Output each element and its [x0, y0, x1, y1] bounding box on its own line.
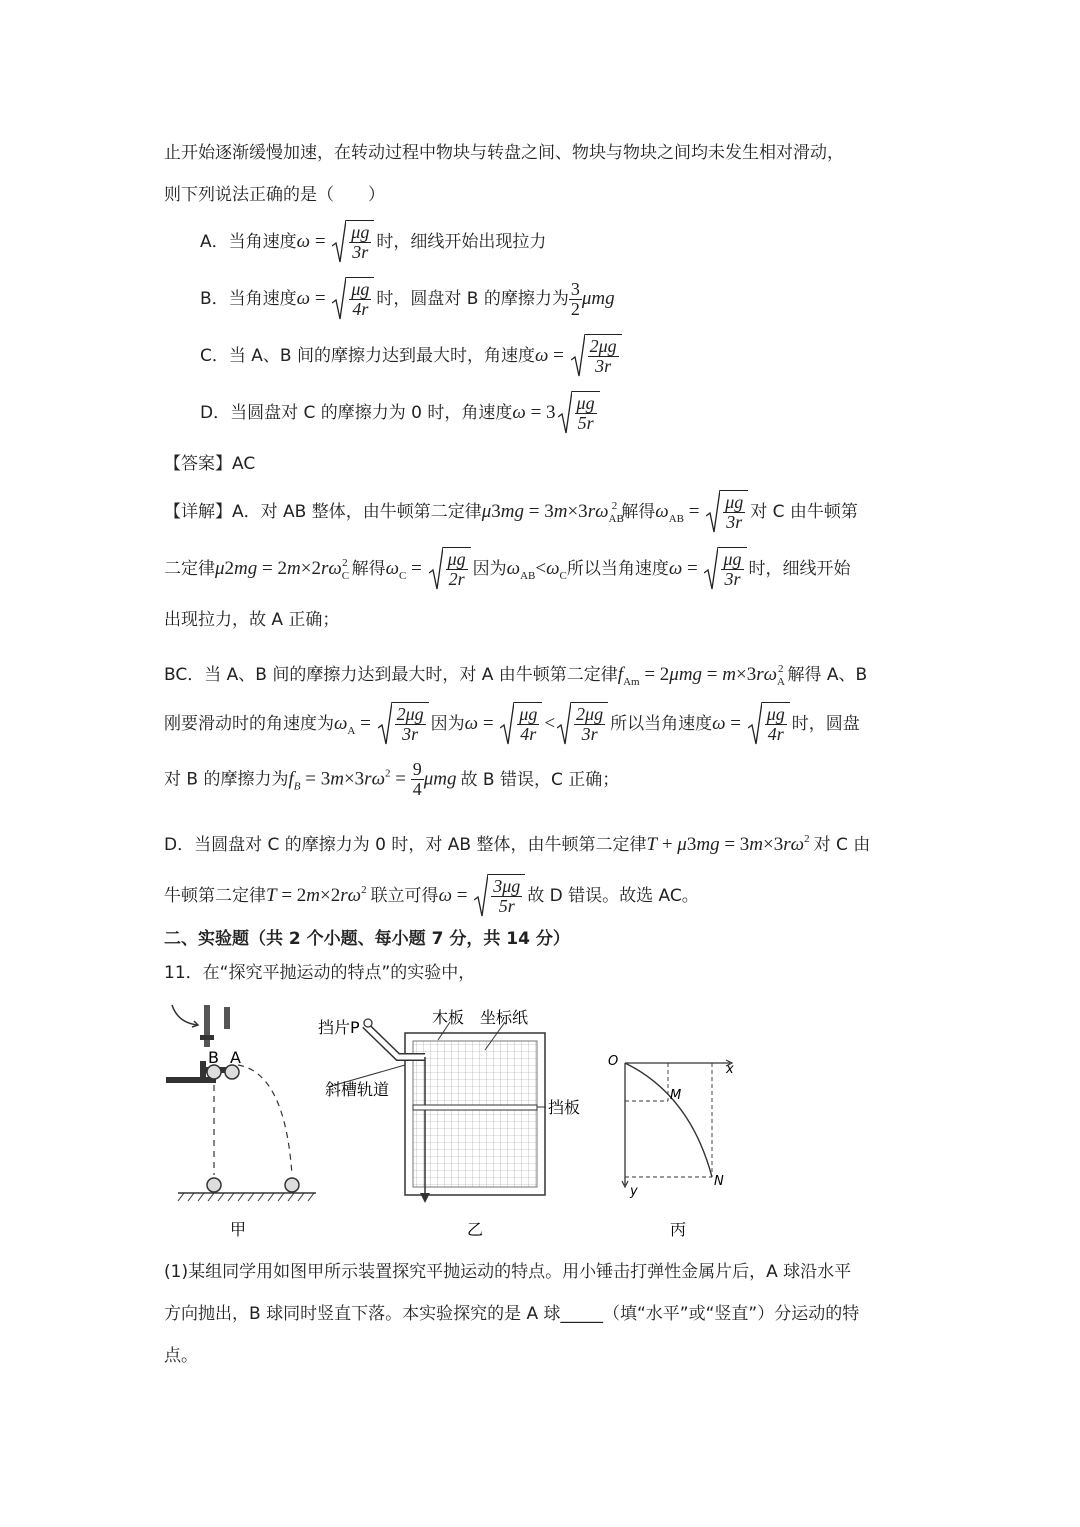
- part1-line-3: 点。: [164, 1346, 198, 1366]
- label-x-axis: x: [726, 1062, 734, 1077]
- detail-line-5: 刚要滑动时的角速度为$\omega_A$ = $\frac{2\mu g}{3r}$ 因为ω = $\frac{\mu g}{4r}$ < $\frac{2\mu g}{3r}$ 所以当角速度ω = $\frac{\mu g}{4r}$ 时，圆盘: [164, 704, 860, 744]
- label-origin: O: [608, 1054, 619, 1069]
- label-ball-b: B: [208, 1048, 219, 1067]
- detail-line-8: 牛顿第二定律$T = 2m\times 2r\omega^2$ 联立可得ω = $\frac{3\mu g}{5r}$ 故 D 错误。故选 AC。: [164, 876, 699, 916]
- label-dangban: 挡板: [548, 1098, 581, 1117]
- detail-line-7: D．当圆盘对 C 的摩擦力为 0 时，对 AB 整体，由牛顿第二定律$T + \mu 3mg = 3m\times 3r\omega^2$ 对 C 由: [164, 833, 871, 855]
- option-b: B．当角速度ω = $\frac{\mu g}{4r}$ 时，圆盘对 B 的摩擦力为 $\frac{3}{2}$ μmg: [200, 278, 615, 319]
- hatch-marks: [178, 1193, 314, 1201]
- label-zuobiaozhi: 坐标纸: [480, 1008, 529, 1027]
- detail-line-4: BC．当 A、B 间的摩擦力达到最大时，对 A 由牛顿第二定律$f_{Am} = 2\mu mg = m\times 3r\omega_A^2$ 解得 A、B: [164, 663, 868, 688]
- figure-yi: [328, 1019, 546, 1203]
- label-ball-a: A: [230, 1048, 241, 1067]
- figure-jia: [166, 1005, 316, 1193]
- label-y-axis: y: [630, 1184, 638, 1199]
- detail-line-1: 【详解】A．对 AB 整体，由牛顿第二定律$\mu 3mg = 3m\times 3r\omega_{AB}^2$ 解得$\omega_{AB}$ = $\frac{\mu g}{3r}$ 对 C 由牛顿第: [164, 492, 858, 532]
- label-dangpian: 挡片P: [318, 1018, 360, 1037]
- option-d: D．当圆盘对 C 的摩擦力为 0 时，角速度ω = 3 $\frac{\mu g}{5r}$: [200, 391, 602, 435]
- label-muban: 木板: [432, 1008, 465, 1027]
- detail-line-2: 二定律$\mu 2mg = 2m\times 2r\omega_C^2$ 解得$\omega_C$ = $\frac{\mu g}{2r}$ 因为$\omega_{AB}<\omega_C$所以当角速度ω = $\frac{\mu g}{3r}$ 时，细线开始: [164, 549, 851, 589]
- option-c: C．当 A、B 间的摩擦力达到最大时，角速度ω = $\frac{2\mu g}{3r}$: [200, 334, 624, 378]
- caption-yi: 乙: [467, 1220, 484, 1239]
- option-a: A．当角速度ω = $\frac{\mu g}{3r}$ 时，细线开始出现拉力: [200, 222, 547, 262]
- intro-line-2: 则下列说法正确的是（ ）: [164, 185, 385, 205]
- detail-line-6: 对 B 的摩擦力为$f_B = 3m\times 3r\omega^2$ = $\frac{9}{4}$ μmg 故 B 错误，C 正确；: [164, 759, 620, 799]
- caption-bing: 丙: [670, 1220, 687, 1239]
- section-heading: 二、实验题（共 2 个小题、每小题 7 分，共 14 分）: [164, 929, 570, 949]
- label-n: N: [714, 1174, 724, 1189]
- part1-line-1: (1)某组同学用如图甲所示装置探究平抛运动的特点。用小锤击打弹性金属片后，A 球沿水平: [164, 1262, 852, 1282]
- question-11: 11．在“探究平抛运动的特点”的实验中，: [164, 963, 476, 983]
- detail-line-3: 出现拉力，故 A 正确；: [164, 610, 340, 630]
- figure-bing: [622, 1060, 732, 1187]
- caption-jia: 甲: [230, 1220, 247, 1239]
- intro-line-1: 止开始逐渐缓慢加速，在转动过程中物块与转盘之间、物块与物块之间均未发生相对滑动，: [164, 143, 844, 163]
- part1-line-2: 方向抛出，B 球同时竖直下落。本实验探究的是 A 球_____（填“水平”或“竖直”）分运动的特: [164, 1304, 860, 1324]
- figures: [150, 995, 940, 1245]
- answer: 【答案】AC: [164, 454, 256, 474]
- label-xiecao: 斜槽轨道: [325, 1080, 390, 1099]
- label-m: M: [670, 1088, 682, 1103]
